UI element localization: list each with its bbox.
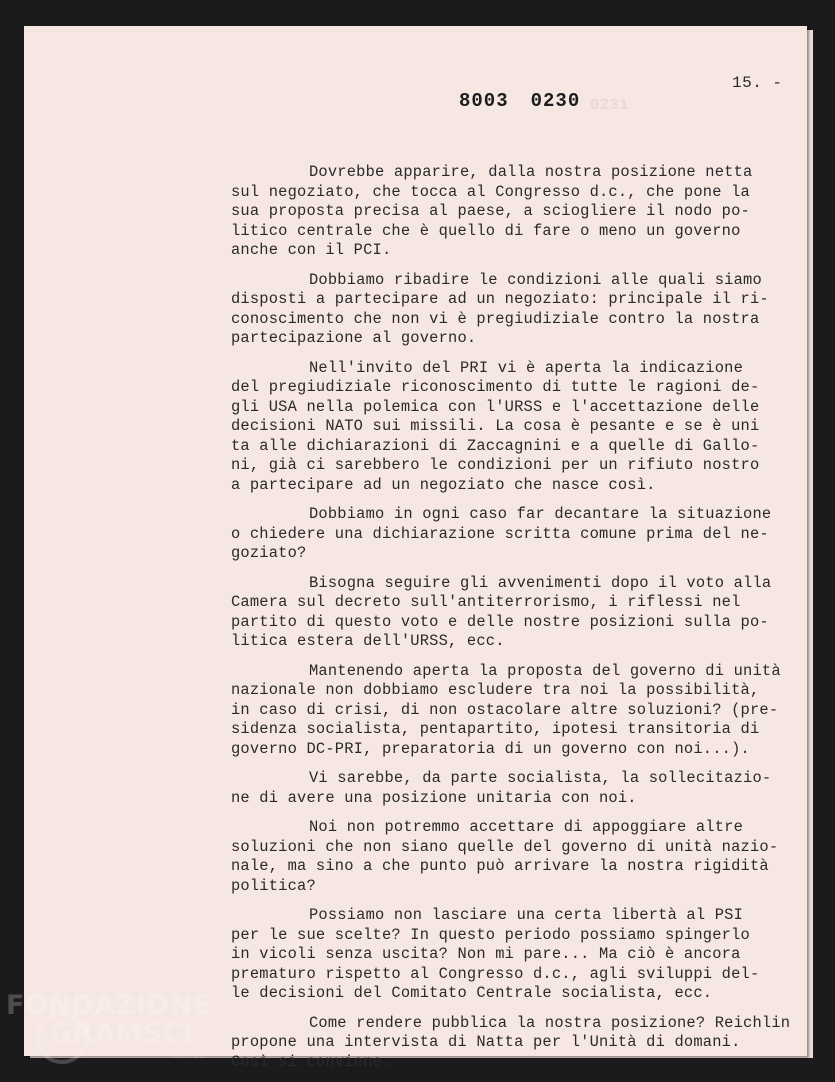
text-line: conoscimento che non vi è pregiudiziale contro la nostra — [231, 309, 760, 328]
text-line: Così si conviene. — [231, 1052, 392, 1071]
bleed-through-text: 0231 — [590, 96, 629, 114]
text-line: ni, già ci sarebbero le condizioni per un rifiuto nostro — [231, 456, 760, 474]
text-line: Vi sarebbe, da parte socialista, la sollecitazio- — [309, 769, 772, 787]
text-line: ne di avere una posizione unitaria con noi. — [231, 788, 637, 807]
text-line: le decisioni del Comitato Centrale socialista, ecc. — [231, 984, 713, 1002]
text-line: o chiedere una dichiarazione scritta comune prima del ne- — [231, 524, 769, 543]
text-line: ta alle dichiarazioni di Zaccagnini e a quelle di Gallo- — [231, 436, 760, 455]
paragraph — [231, 163, 791, 261]
text-line: governo DC-PRI, preparatoria di un governo con noi...). — [231, 739, 750, 758]
typed-body-text — [231, 163, 791, 1082]
text-line: partito di questo voto e delle nostre posizioni sulla po- — [231, 612, 769, 631]
paragraph — [231, 818, 791, 896]
text-line: litico centrale che è quello di fare o meno un governo — [231, 221, 741, 240]
text-line: Dovrebbe apparire, dalla nostra posizione netta — [309, 163, 753, 181]
text-line: per le sue scelte? In questo periodo possiamo spingerlo — [231, 925, 750, 944]
text-line: disposti a partecipare ad un negoziato: principale il ri- — [231, 290, 769, 308]
text-line: gli USA nella polemica con l'URSS e l'accettazione delle — [231, 397, 760, 416]
text-line: Nell'invito del PRI vi è aperta la indicazione — [309, 358, 744, 377]
text-line: soluzioni che non siano quelle del governo di unità nazio- — [231, 837, 779, 856]
paragraph — [231, 271, 791, 349]
paragraph — [231, 906, 791, 1004]
text-line: partecipazione al governo. — [231, 329, 477, 347]
watermark-line2: GRAMSCI — [50, 1018, 194, 1049]
text-line: Camera sul decreto sull'antiterrorismo, i riflessi nel — [231, 593, 741, 611]
watermark-sub: onlus — [174, 1050, 206, 1061]
text-line: nale, ma sino a che punto può arrivare la nostra rigidità — [231, 857, 769, 875]
archive-code-right: 0230 — [530, 90, 581, 112]
archive-code — [459, 90, 580, 112]
archive-code-left: 8003 — [459, 90, 509, 112]
text-line: a partecipare ad un negoziato che nasce così. — [231, 475, 656, 494]
paragraph — [231, 505, 791, 564]
text-line: sidenza socialista, pentapartito, ipotesi transitoria di — [231, 720, 760, 738]
text-line: Mantenendo aperta la proposta del governo di unità — [309, 661, 781, 680]
text-line: Come rendere pubblica la nostra posizione? Reichlin — [309, 1013, 791, 1032]
text-line: Possiamo non lasciare una certa libertà al PSI — [309, 906, 744, 924]
text-line: litica estera dell'URSS, ecc. — [231, 632, 505, 650]
text-line: sul negoziato, che tocca al Congresso d.c., che pone la — [231, 182, 750, 201]
paragraph — [231, 1014, 791, 1073]
text-line: Noi non potremmo accettare di appoggiare altre — [309, 818, 744, 836]
text-line: sua proposta precisa al paese, a sciogliere il nodo po- — [231, 202, 750, 220]
page-number: 15. - — [732, 74, 783, 92]
text-line: Bisogna seguire gli avvenimenti dopo il voto alla — [309, 573, 772, 592]
paragraph — [231, 574, 791, 652]
text-line: nazionale non dobbiamo escludere tra noi la possibilità, — [231, 681, 760, 699]
text-line: in caso di crisi, di non ostacolare altre soluzioni? (pre- — [231, 700, 779, 719]
text-line: anche con il PCI. — [231, 241, 392, 259]
text-line: Dobbiamo in ogni caso far decantare la situazione — [309, 505, 772, 523]
paragraph — [231, 359, 791, 496]
text-line: politica? — [231, 876, 316, 895]
text-line: prematuro rispetto al Congresso d.c., agli sviluppi del- — [231, 964, 760, 983]
watermark-line1: FONDAZIONE — [6, 990, 212, 1021]
paragraph — [231, 662, 791, 760]
fondazione-gramsci-watermark — [6, 990, 212, 1061]
text-line: propone una intervista di Natta per l'Unità di domani. — [231, 1033, 741, 1051]
text-line: in vicoli senza uscita? Non mi pare... Ma ciò è ancora — [231, 945, 741, 963]
text-line: Dobbiamo ribadire le condizioni alle quali siamo — [309, 270, 762, 289]
text-line: decisioni NATO sui missili. La cosa è pesante e se è uni — [231, 417, 760, 435]
paragraph — [231, 769, 791, 808]
text-line: goziato? — [231, 544, 307, 562]
text-line: del pregiudiziale riconoscimento di tutte le ragioni de- — [231, 378, 760, 396]
